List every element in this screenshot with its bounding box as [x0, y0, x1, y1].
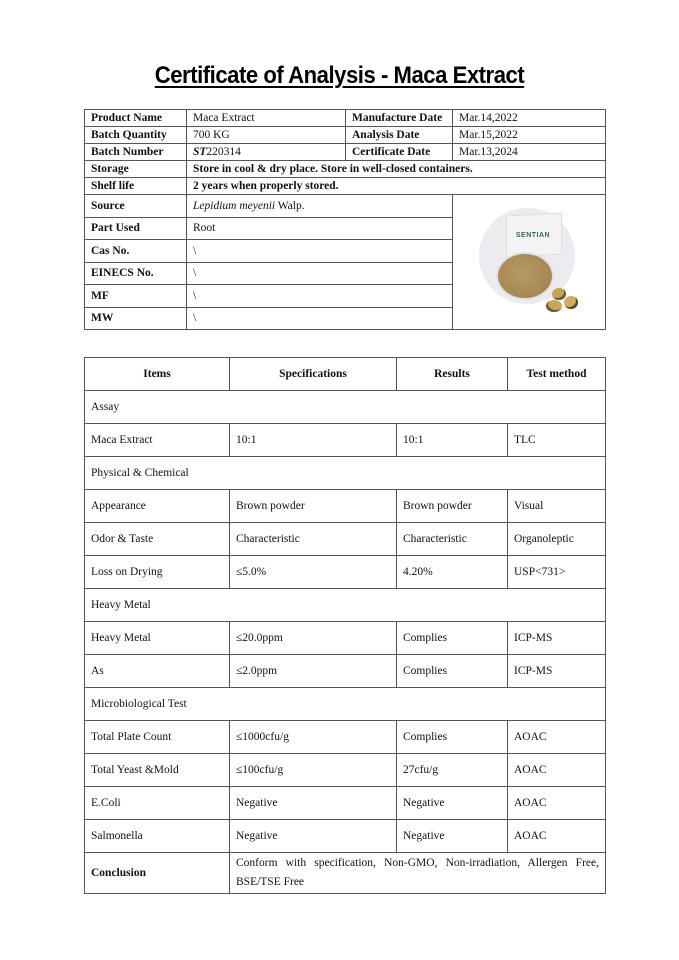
specification-cell: ≤100cfu/g [230, 754, 397, 787]
batch-quantity-value: 700 KG [187, 127, 346, 144]
source-author: Walp. [275, 199, 305, 212]
batch-number-digits: 220314 [206, 146, 241, 158]
page-title: Certificate of Analysis - Maca Extract [154, 62, 525, 89]
batch-quantity-label: Batch Quantity [85, 127, 187, 144]
product-photo [474, 202, 584, 322]
mf-label: MF [85, 285, 187, 308]
header-items: Items [85, 358, 230, 391]
test-method-cell: USP<731> [508, 556, 606, 589]
table-row [85, 787, 606, 820]
result-cell: Negative [397, 787, 508, 820]
analysis-date-value: Mar.15,2022 [453, 127, 606, 144]
table-row [85, 490, 606, 523]
conclusion-row [85, 853, 606, 894]
part-used-value: Root [187, 217, 453, 240]
source-value [187, 195, 453, 218]
product-name-row [85, 110, 606, 127]
item-cell: Odor & Taste [85, 523, 230, 556]
test-method-cell: ICP-MS [508, 655, 606, 688]
section-row [85, 688, 606, 721]
brand-logo: SENTIAN [515, 232, 551, 239]
certificate-date-label: Certificate Date [346, 144, 453, 161]
result-cell: Complies [397, 655, 508, 688]
batch-number-prefix: ST [193, 146, 207, 158]
section-row [85, 589, 606, 622]
table-row [85, 754, 606, 787]
specification-cell: ≤2.0ppm [230, 655, 397, 688]
shelf-life-label: Shelf life [85, 178, 187, 195]
einecs-value: \ [187, 262, 453, 285]
item-cell: Loss on Drying [85, 556, 230, 589]
result-cell: Characteristic [397, 523, 508, 556]
manufacture-date-label: Manufacture Date [346, 110, 453, 127]
header-results: Results [397, 358, 508, 391]
maca-root-icon [564, 296, 578, 309]
specification-cell: ≤20.0ppm [230, 622, 397, 655]
cas-label: Cas No. [85, 240, 187, 263]
source-row [85, 195, 606, 218]
product-image-cell [453, 195, 606, 330]
result-cell: Brown powder [397, 490, 508, 523]
source-label: Source [85, 195, 187, 218]
analysis-table [84, 357, 606, 894]
test-method-cell: AOAC [508, 820, 606, 853]
section-label: Heavy Metal [85, 589, 606, 622]
table-row [85, 523, 606, 556]
table-row [85, 622, 606, 655]
product-info-table [84, 109, 606, 330]
table-row [85, 820, 606, 853]
table-row [85, 721, 606, 754]
batch-number-value [187, 144, 346, 161]
manufacture-date-value: Mar.14,2022 [453, 110, 606, 127]
section-row [85, 391, 606, 424]
test-method-cell: ICP-MS [508, 622, 606, 655]
conclusion-label: Conclusion [85, 853, 230, 894]
result-cell: Complies [397, 622, 508, 655]
batch-number-label: Batch Number [85, 144, 187, 161]
specification-cell: ≤5.0% [230, 556, 397, 589]
item-cell: As [85, 655, 230, 688]
maca-root-icon [546, 300, 562, 312]
specification-cell: Brown powder [230, 490, 397, 523]
part-used-label: Part Used [85, 217, 187, 240]
product-name-value: Maca Extract [187, 110, 346, 127]
batch-number-row [85, 144, 606, 161]
shelf-life-value: 2 years when properly stored. [187, 178, 606, 195]
item-cell: Salmonella [85, 820, 230, 853]
result-cell: 4.20% [397, 556, 508, 589]
item-cell: Heavy Metal [85, 622, 230, 655]
section-label: Physical & Chemical [85, 457, 606, 490]
test-method-cell: AOAC [508, 754, 606, 787]
maca-root-icon [552, 288, 566, 300]
table-row [85, 556, 606, 589]
certificate-date-value: Mar.13,2024 [453, 144, 606, 161]
result-cell: Complies [397, 721, 508, 754]
mw-value: \ [187, 307, 453, 330]
storage-row [85, 161, 606, 178]
batch-quantity-row [85, 127, 606, 144]
product-name-label: Product Name [85, 110, 187, 127]
test-method-cell: AOAC [508, 787, 606, 820]
section-label: Microbiological Test [85, 688, 606, 721]
specification-cell: Negative [230, 787, 397, 820]
mf-value: \ [187, 285, 453, 308]
conclusion-value: Conform with specification, Non-GMO, Non-irradiation, Allergen Free, BSE/TSE Free [230, 853, 606, 894]
source-latin-name: Lepidium meyenii [193, 199, 276, 212]
test-method-cell: AOAC [508, 721, 606, 754]
test-method-cell: Organoleptic [508, 523, 606, 556]
item-cell: Total Plate Count [85, 721, 230, 754]
header-specifications: Specifications [230, 358, 397, 391]
analysis-date-label: Analysis Date [346, 127, 453, 144]
cas-value: \ [187, 240, 453, 263]
header-test-method: Test method [508, 358, 606, 391]
storage-label: Storage [85, 161, 187, 178]
einecs-label: EINECS No. [85, 262, 187, 285]
section-row [85, 457, 606, 490]
table-row [85, 655, 606, 688]
storage-value: Store in cool & dry place. Store in well-closed containers. [187, 161, 606, 178]
specification-cell: 10:1 [230, 424, 397, 457]
powder-dish [498, 254, 552, 298]
analysis-header-row [85, 358, 606, 391]
table-row [85, 424, 606, 457]
result-cell: 27cfu/g [397, 754, 508, 787]
item-cell: Maca Extract [85, 424, 230, 457]
test-method-cell: Visual [508, 490, 606, 523]
analysis-body [85, 391, 606, 853]
shelf-life-row [85, 178, 606, 195]
specification-cell: Characteristic [230, 523, 397, 556]
section-label: Assay [85, 391, 606, 424]
specification-cell: ≤1000cfu/g [230, 721, 397, 754]
result-cell: Negative [397, 820, 508, 853]
mw-label: MW [85, 307, 187, 330]
item-cell: Appearance [85, 490, 230, 523]
item-cell: E.Coli [85, 787, 230, 820]
result-cell: 10:1 [397, 424, 508, 457]
item-cell: Total Yeast &Mold [85, 754, 230, 787]
test-method-cell: TLC [508, 424, 606, 457]
specification-cell: Negative [230, 820, 397, 853]
